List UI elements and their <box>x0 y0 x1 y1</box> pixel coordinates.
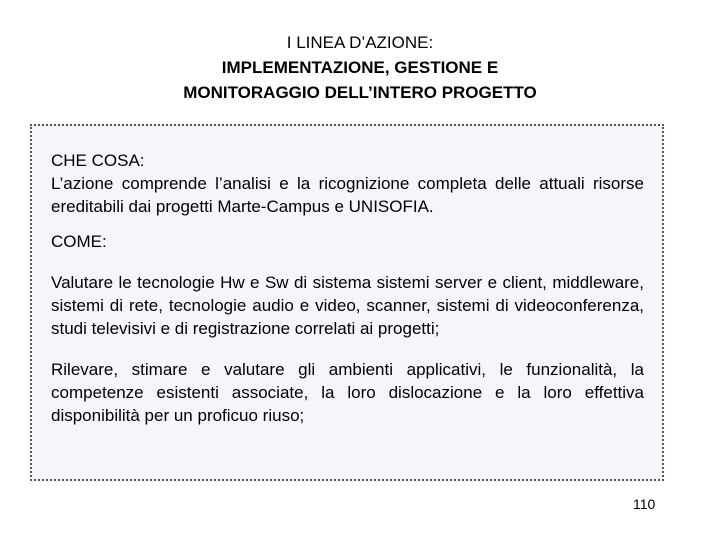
title-line-2: IMPLEMENTAZIONE, GESTIONE E <box>221 58 499 77</box>
content-box <box>30 124 664 481</box>
title-line-3: MONITORAGGIO DELL’INTERO PROGETTO <box>183 83 537 102</box>
slide-title <box>0 30 720 105</box>
content-body <box>51 149 644 427</box>
come-heading: COME: <box>51 232 107 251</box>
page-number: 110 <box>633 496 656 512</box>
che-cosa-text: L’azione comprende l’analisi e la ricognizione completa delle attuali risorse ereditabili dai progetti Marte-Campus e UNISOFIA. <box>51 174 644 216</box>
come-paragraph-2: Rilevare, stimare e valutare gli ambienti applicativi, le funzionalità, la competenze esistenti associate, la loro dislocazione e la loro effettiva disponibilità per un proficuo riuso; <box>51 360 644 425</box>
come-paragraph-1: Valutare le tecnologie Hw e Sw di sistema sistemi server e client, middleware, sistemi di rete, tecnologie audio e video, scanner, sistemi di videoconferenza, studi televisivi e di registrazione correlati ai progetti; <box>51 273 644 338</box>
che-cosa-heading: CHE COSA: <box>51 151 145 170</box>
title-line-1: I LINEA D’AZIONE: <box>286 33 434 52</box>
